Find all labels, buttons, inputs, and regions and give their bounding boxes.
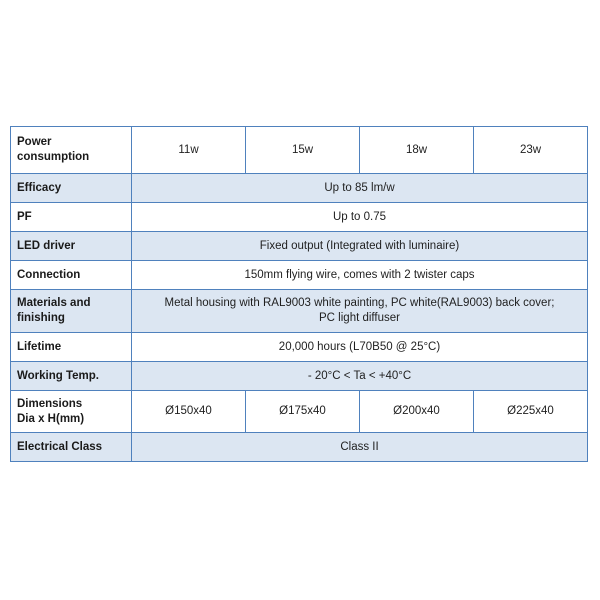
power-consumption-label: Power consumption (11, 127, 132, 174)
row-working-temp (11, 362, 588, 391)
connection-value: 150mm flying wire, comes with 2 twister caps (132, 261, 588, 290)
efficacy-label: Efficacy (11, 174, 132, 203)
row-electrical-class (11, 433, 588, 462)
power-15w-cell: 15w (246, 127, 360, 174)
dimensions-label (11, 391, 132, 433)
pf-value: Up to 0.75 (132, 203, 588, 232)
lifetime-value: 20,000 hours (L70B50 @ 25°C) (132, 333, 588, 362)
materials-value-line2: PC light diffuser (319, 312, 400, 324)
dimensions-label-line2: Dia x H(mm) (17, 412, 85, 425)
row-materials (11, 290, 588, 333)
dimension-225-cell: Ø225x40 (474, 391, 588, 433)
working-temp-value: - 20°C < Ta < +40°C (132, 362, 588, 391)
materials-value-line1: Metal housing with RAL9003 white painting, PC white(RAL9003) back cover; (164, 297, 555, 309)
connection-label: Connection (11, 261, 132, 290)
power-23w-cell: 23w (474, 127, 588, 174)
dimension-200-cell: Ø200x40 (360, 391, 474, 433)
dimensions-label-line1: Dimensions (17, 397, 83, 410)
efficacy-value: Up to 85 lm/w (132, 174, 588, 203)
row-pf (11, 203, 588, 232)
power-18w-cell: 18w (360, 127, 474, 174)
row-power-consumption (11, 127, 588, 174)
row-led-driver (11, 232, 588, 261)
materials-label-line1: Materials and (17, 297, 91, 309)
row-lifetime (11, 333, 588, 362)
materials-label (11, 290, 132, 333)
pf-label: PF (11, 203, 132, 232)
dimension-150-cell: Ø150x40 (132, 391, 246, 433)
spec-table (10, 126, 588, 462)
dimension-175-cell: Ø175x40 (246, 391, 360, 433)
row-efficacy (11, 174, 588, 203)
led-driver-value: Fixed output (Integrated with luminaire) (132, 232, 588, 261)
power-11w-cell: 11w (132, 127, 246, 174)
lifetime-label: Lifetime (11, 333, 132, 362)
electrical-class-label: Electrical Class (11, 433, 132, 462)
row-connection (11, 261, 588, 290)
materials-value (132, 290, 588, 333)
working-temp-label: Working Temp. (11, 362, 132, 391)
led-driver-label: LED driver (11, 232, 132, 261)
row-dimensions (11, 391, 588, 433)
electrical-class-value: Class II (132, 433, 588, 462)
materials-label-line2: finishing (17, 312, 65, 324)
